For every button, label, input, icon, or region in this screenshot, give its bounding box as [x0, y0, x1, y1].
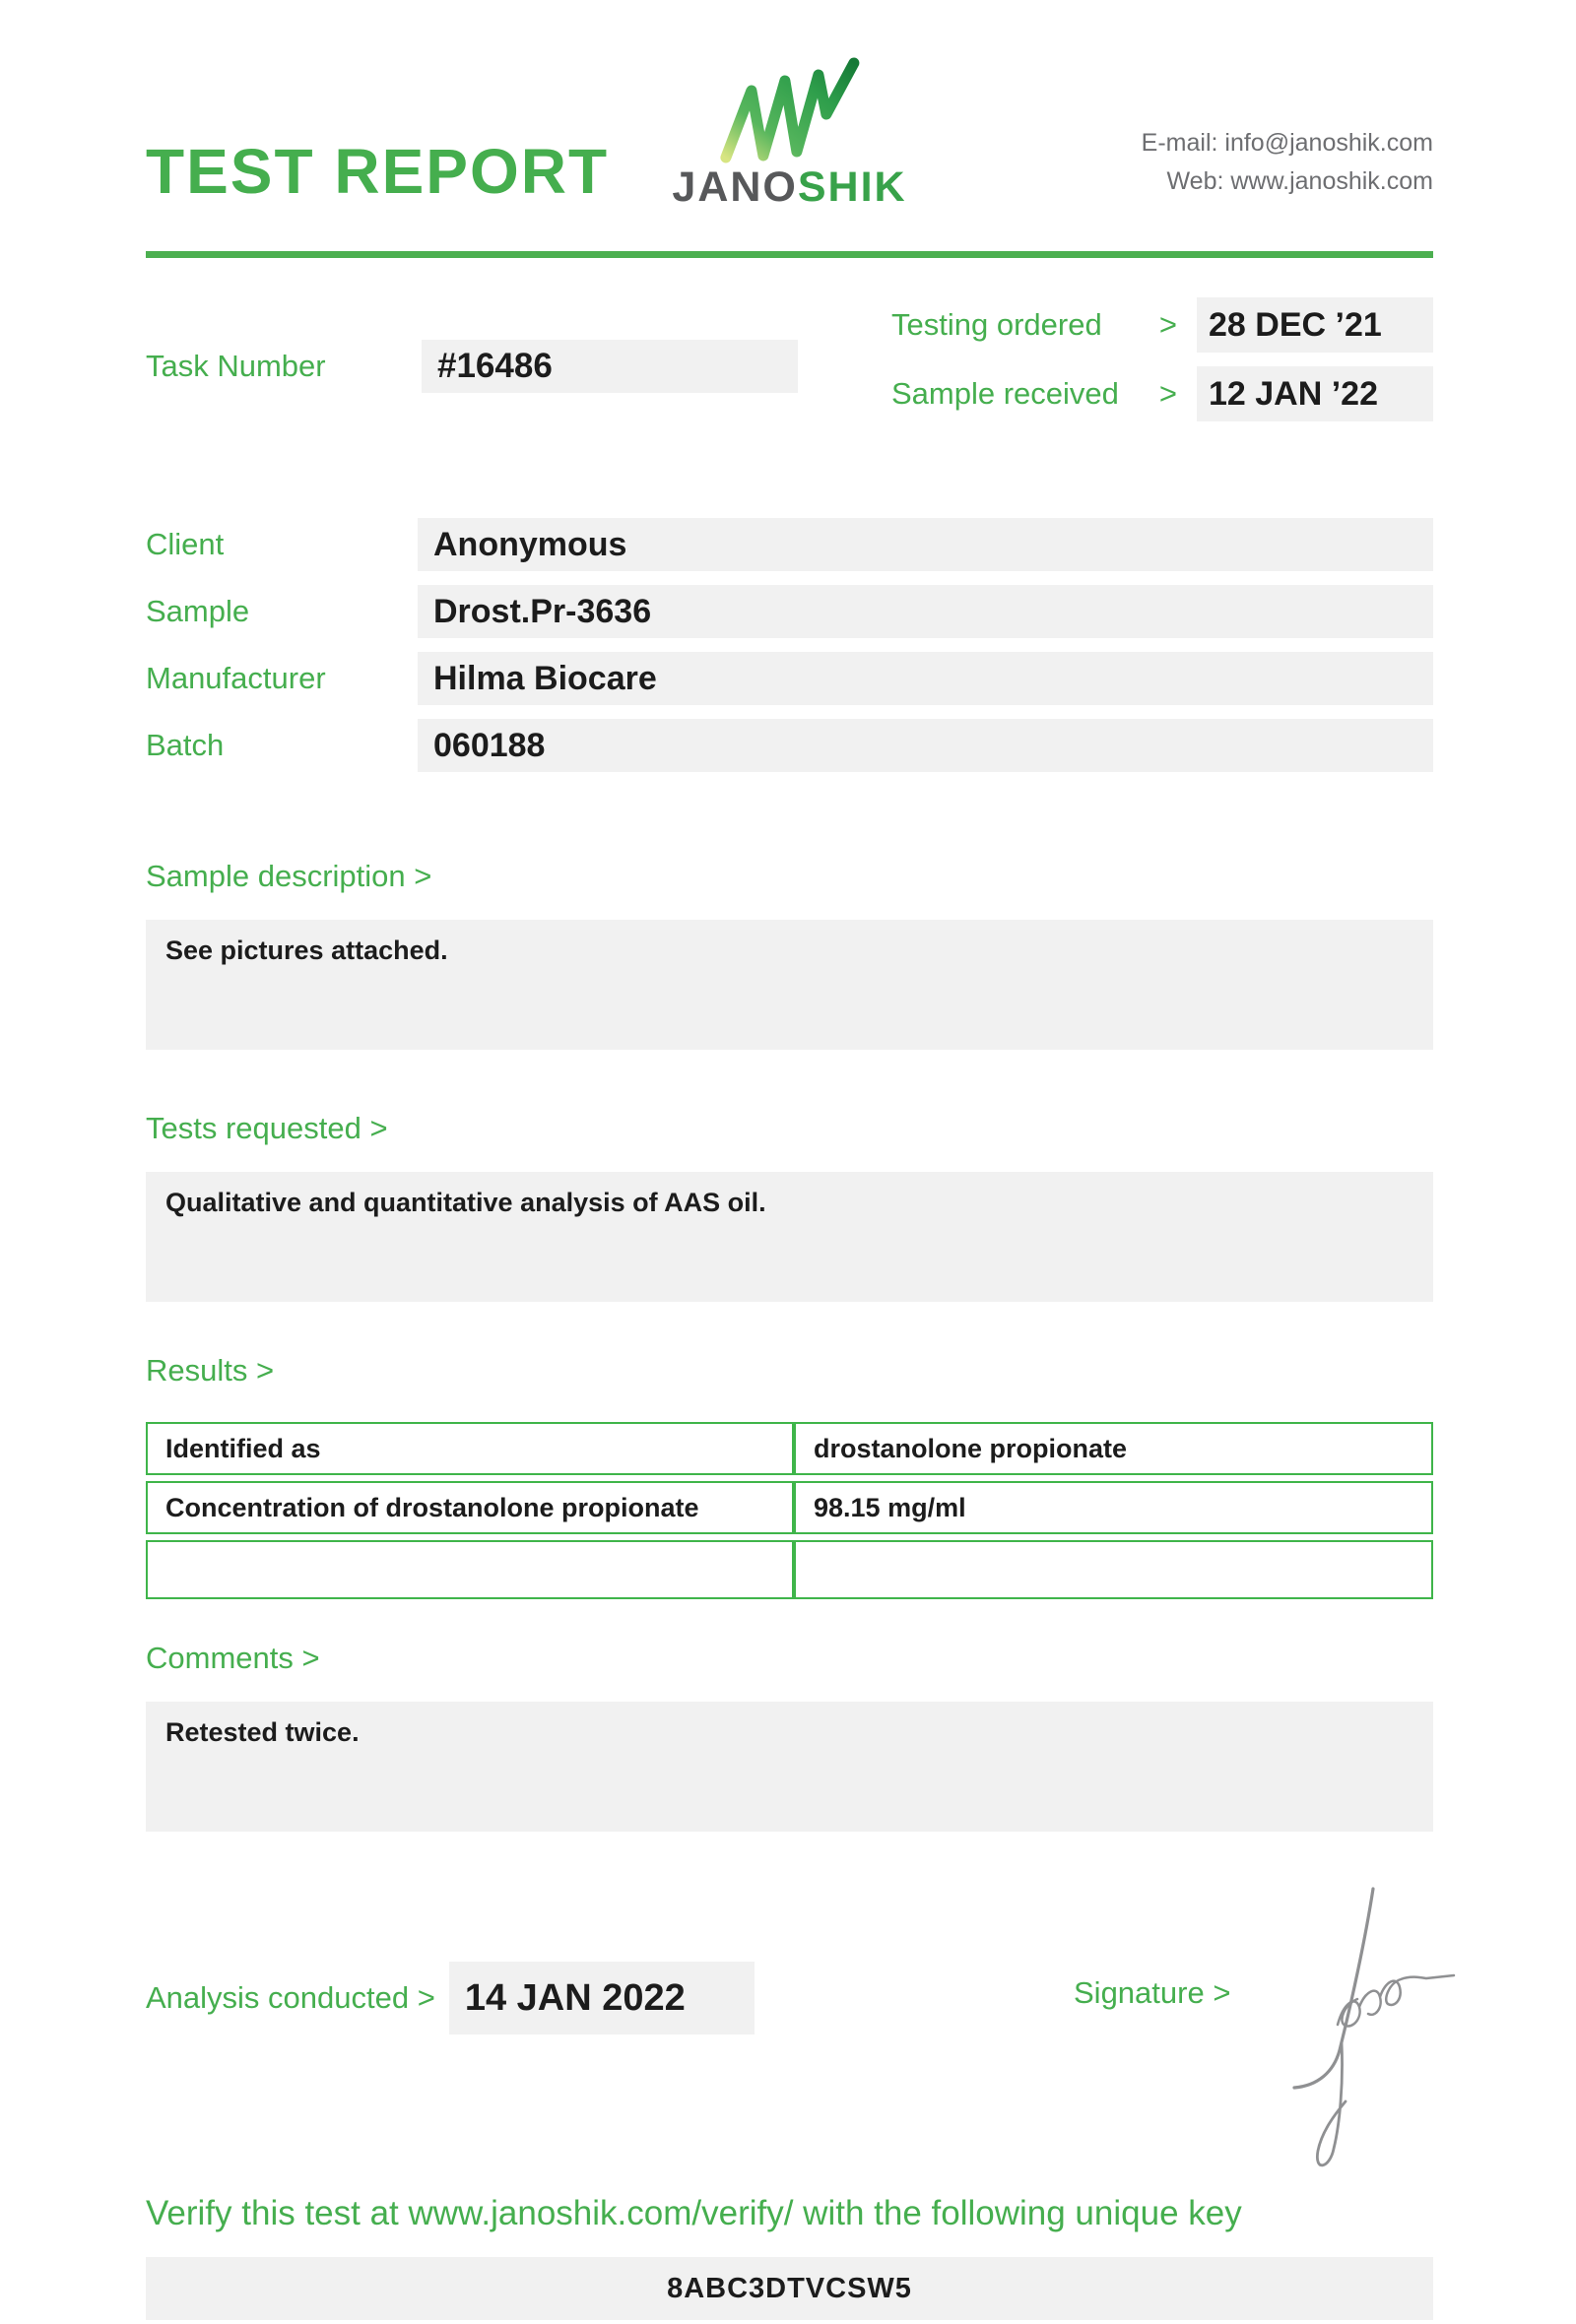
- batch-value: 060188: [418, 719, 1433, 772]
- tests-requested-heading: Tests requested >: [146, 1111, 388, 1145]
- testing-ordered-value: 28 DEC ’21: [1197, 297, 1433, 353]
- analysis-conducted-row: [146, 1962, 755, 2034]
- signature-label: Signature >: [1074, 1975, 1231, 2010]
- sample-received-label-wrap: [891, 376, 1177, 412]
- result-value-cell: 98.15 mg/ml: [794, 1481, 1433, 1534]
- sample-label: Sample: [146, 594, 250, 628]
- client-value: Anonymous: [418, 518, 1433, 571]
- testing-ordered-label-wrap: [891, 307, 1177, 343]
- task-number-value: #16486: [422, 340, 798, 393]
- sample-received-label: Sample received: [891, 376, 1119, 411]
- analysis-conducted-label: Analysis conducted >: [146, 1980, 435, 2015]
- results-heading: Results >: [146, 1353, 275, 1388]
- results-table: [146, 1422, 1433, 1599]
- task-number-row: [146, 297, 798, 435]
- table-row: [146, 1422, 1433, 1475]
- tests-requested-body: Qualitative and quantitative analysis of AAS oil.: [146, 1172, 1433, 1302]
- page-title: TEST REPORT: [146, 136, 610, 207]
- testing-ordered-row: [891, 297, 1433, 353]
- client-label: Client: [146, 527, 225, 561]
- tests-requested-section: [146, 1111, 1433, 1302]
- sample-description-body: See pictures attached.: [146, 920, 1433, 1050]
- batch-label: Batch: [146, 728, 225, 762]
- verify-section: [146, 2194, 1433, 2320]
- verify-heading: Verify this test at www.janoshik.com/verify/ with the following unique key: [146, 2194, 1242, 2232]
- manufacturer-label: Manufacturer: [146, 661, 326, 695]
- detail-row-client: [146, 518, 1433, 571]
- sample-description-heading: Sample description >: [146, 859, 432, 893]
- comments-heading: Comments >: [146, 1641, 320, 1675]
- table-row: [146, 1540, 1433, 1599]
- result-value-cell: [794, 1540, 1433, 1599]
- results-section: [146, 1353, 1433, 1599]
- dates-block: [891, 297, 1433, 435]
- analysis-conducted-value: 14 JAN 2022: [449, 1962, 755, 2034]
- sample-details: [146, 518, 1433, 772]
- arrow-glyph: >: [1158, 307, 1177, 342]
- meta-section: [146, 297, 1433, 435]
- verify-key: 8ABC3DTVCSW5: [146, 2257, 1433, 2320]
- analysis-signature-section: [146, 1885, 1433, 2186]
- manufacturer-value: Hilma Biocare: [418, 652, 1433, 705]
- table-row: [146, 1481, 1433, 1534]
- contact-email: E-mail: info@janoshik.com: [1141, 129, 1433, 157]
- arrow-glyph: >: [1158, 376, 1177, 411]
- sample-received-row: [891, 366, 1433, 421]
- contact-info: [1142, 124, 1433, 201]
- sample-description-section: [146, 859, 1433, 1050]
- result-name-cell: Identified as: [146, 1422, 794, 1475]
- result-value-cell: drostanolone propionate: [794, 1422, 1433, 1475]
- sample-value: Drost.Pr-3636: [418, 585, 1433, 638]
- detail-row-manufacturer: [146, 652, 1433, 705]
- comments-body: Retested twice.: [146, 1702, 1433, 1832]
- logo-text-jano: JANO: [672, 163, 798, 211]
- janoshik-logo-mark-icon: [711, 55, 867, 165]
- result-name-cell: [146, 1540, 794, 1599]
- janoshik-logo: [672, 55, 906, 212]
- sample-received-value: 12 JAN ’22: [1197, 366, 1433, 421]
- janoshik-logo-text: [672, 163, 906, 212]
- comments-section: [146, 1641, 1433, 1832]
- task-number-label: Task Number: [146, 349, 326, 383]
- logo-text-shik: SHIK: [797, 163, 907, 211]
- result-name-cell: Concentration of drostanolone propionate: [146, 1481, 794, 1534]
- signature-image: [1279, 1877, 1466, 2182]
- report-header: [146, 0, 1433, 258]
- contact-web: Web: www.janoshik.com: [1166, 167, 1433, 195]
- testing-ordered-label: Testing ordered: [891, 307, 1102, 342]
- detail-row-batch: [146, 719, 1433, 772]
- detail-row-sample: [146, 585, 1433, 638]
